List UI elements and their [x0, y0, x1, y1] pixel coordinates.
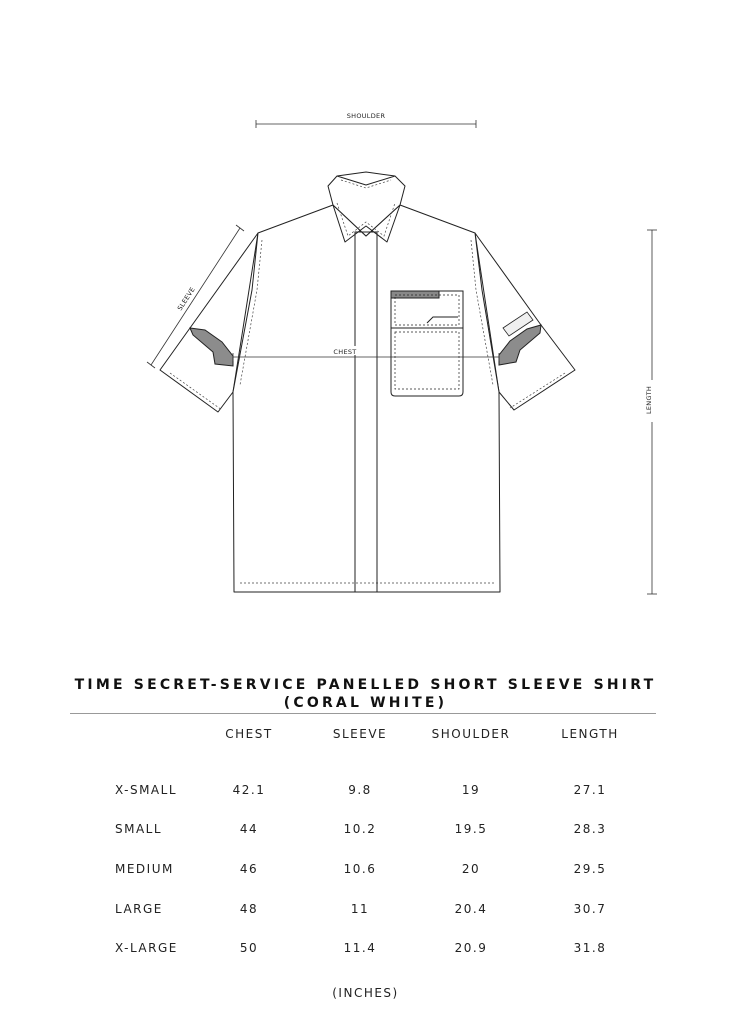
- table-cell: 29.5: [573, 862, 607, 876]
- header-shoulder: SHOULDER: [431, 727, 511, 741]
- table-cell: 20.4: [454, 902, 488, 916]
- chest-pocket: [391, 291, 463, 396]
- table-cell: 28.3: [573, 822, 607, 836]
- length-label: LENGTH: [645, 385, 653, 415]
- table-cell: 42.1: [232, 783, 266, 797]
- table-cell: 19: [461, 783, 481, 797]
- header-length: LENGTH: [561, 727, 619, 741]
- product-title-line1: TIME SECRET-SERVICE PANELLED SHORT SLEEVE SHIRT: [74, 677, 657, 693]
- shirt-outline: [160, 172, 575, 592]
- product-title: [0, 676, 731, 712]
- header-chest: CHEST: [225, 727, 273, 741]
- table-cell: 11.4: [343, 941, 377, 955]
- header-sleeve: SLEEVE: [332, 727, 388, 741]
- table-cell: 20: [461, 862, 481, 876]
- table-cell: 11: [350, 902, 370, 916]
- table-cell: 10.6: [343, 862, 377, 876]
- size-label: LARGE: [115, 902, 163, 916]
- table-cell: 30.7: [573, 902, 607, 916]
- size-label: MEDIUM: [115, 862, 174, 876]
- unit-note: (INCHES): [332, 986, 399, 1000]
- title-divider: [70, 713, 656, 714]
- shoulder-label: SHOULDER: [346, 112, 386, 120]
- table-cell: 50: [239, 941, 259, 955]
- table-cell: 48: [239, 902, 259, 916]
- table-cell: 20.9: [454, 941, 488, 955]
- shoulder-dimension: [256, 120, 476, 128]
- sleeve-label: SLEEVE: [175, 285, 197, 313]
- product-title-line2: (CORAL WHITE): [283, 695, 448, 711]
- table-cell: 19.5: [454, 822, 488, 836]
- table-cell: 31.8: [573, 941, 607, 955]
- size-label: X-LARGE: [115, 941, 178, 955]
- table-cell: 27.1: [573, 783, 607, 797]
- table-cell: 46: [239, 862, 259, 876]
- table-cell: 44: [239, 822, 259, 836]
- size-label: X-SMALL: [115, 783, 178, 797]
- chest-label: CHEST: [333, 348, 357, 356]
- table-cell: 10.2: [343, 822, 377, 836]
- size-label: SMALL: [115, 822, 163, 836]
- table-cell: 9.8: [348, 783, 372, 797]
